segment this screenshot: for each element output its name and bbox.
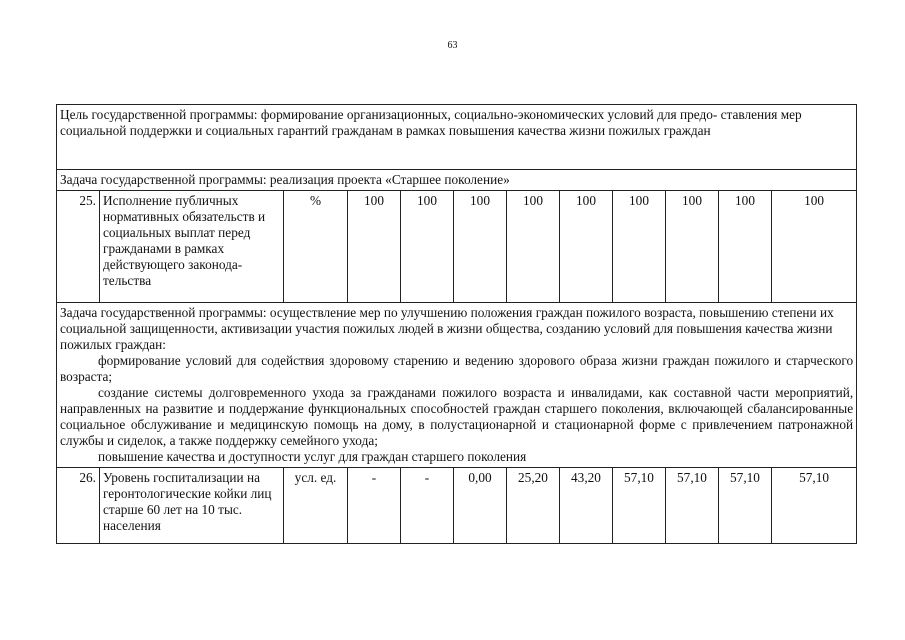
unit-cell: %: [284, 191, 348, 303]
task2-item: формирование условий для содействия здоровому старению и ведению здорового образа жизни граждан пожилого и старческого возраста;: [60, 353, 854, 384]
row-number: 25.: [57, 191, 100, 303]
row-number: 26.: [57, 468, 100, 544]
value-cell: 100: [401, 191, 454, 303]
task2-cell: [57, 303, 857, 468]
value-cell: 100: [348, 191, 401, 303]
value-cell: 100: [772, 191, 857, 303]
task1-text: Задача государственной программы: реализация проекта «Старшее поколение»: [57, 170, 857, 191]
value-cell: 57,10: [666, 468, 719, 544]
goal-row: [57, 105, 857, 170]
value-cell: 100: [454, 191, 507, 303]
value-cell: 100: [719, 191, 772, 303]
task2-item: создание системы долговременного ухода за гражданами пожилого возраста и инвалидами, как составной части мероприятий, направленных на развитие и поддержание функциональных способностей граждан старшего поколения, включающей сбалансированные социальное обслуживание и медицинскую помощь на дому, в полустационарной и стационарной форме с привлечением патронажной службы и сиделок, а также поддержку семейного ухода;: [60, 385, 854, 448]
indicator-name: Уровень госпитализации на геронтологические койки лиц старше 60 лет на 10 тыс. населения: [100, 468, 284, 544]
value-cell: 57,10: [772, 468, 857, 544]
value-cell: 25,20: [507, 468, 560, 544]
value-cell: 100: [666, 191, 719, 303]
goal-text: Цель государственной программы: формирование организационных, социально-экономических условий для предо- ставления мер социальной поддержки и социальных гарантий гражданам в рамках повышения качества жизни пожилых граждан: [57, 105, 857, 170]
value-cell: -: [348, 468, 401, 544]
value-cell: 100: [613, 191, 666, 303]
value-cell: 57,10: [613, 468, 666, 544]
value-cell: 0,00: [454, 468, 507, 544]
value-cell: 100: [560, 191, 613, 303]
task2-row: [57, 303, 857, 468]
indicators-table: [56, 104, 857, 544]
task2-intro: Задача государственной программы: осуществление мер по улучшению положения граждан пожилого возраста, повышению степени их социальной защищенности, активизации участия пожилых людей в жизни общества, созданию условий для повышения качества жизни пожилых граждан:: [60, 305, 834, 352]
value-cell: 43,20: [560, 468, 613, 544]
table-row: [57, 468, 857, 544]
table-row: [57, 191, 857, 303]
value-cell: 100: [507, 191, 560, 303]
value-cell: -: [401, 468, 454, 544]
value-cell: 57,10: [719, 468, 772, 544]
page-number: 63: [447, 40, 458, 51]
task1-row: [57, 170, 857, 191]
task2-item: повышение качества и доступности услуг для граждан старшего поколения: [98, 449, 527, 464]
indicator-name: Исполнение публичных нормативных обязательств и социальных выплат перед гражданами в рамках действующего законода- тельства: [100, 191, 284, 303]
unit-cell: усл. ед.: [284, 468, 348, 544]
